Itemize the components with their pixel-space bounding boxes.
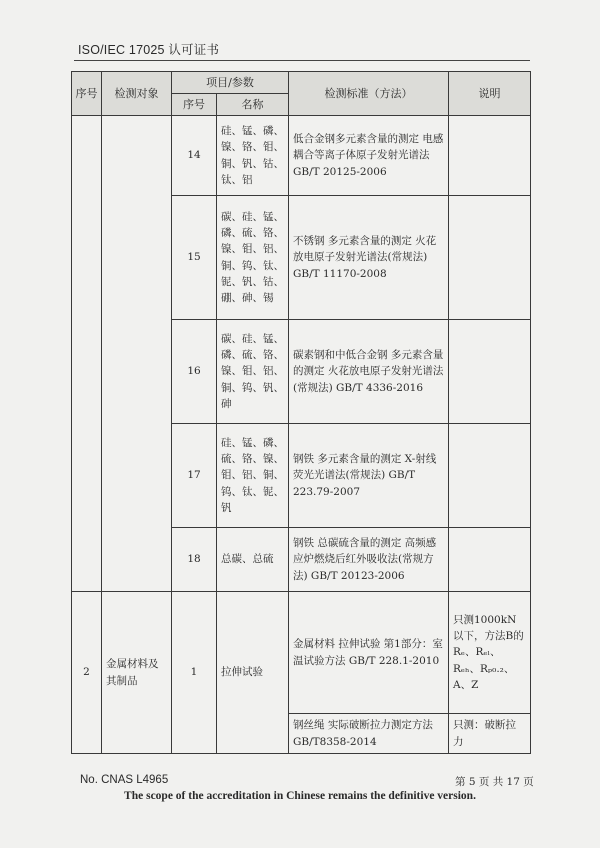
group-object: 金属材料及其制品 [102, 592, 172, 754]
item-name: 碳、硅、锰、磷、硫、铬、镍、钼、铝、铜、钨、钒、砷 [217, 320, 289, 424]
item-number: 18 [172, 528, 217, 592]
header-divider [74, 60, 530, 61]
col-header-item-seq: 序号 [172, 94, 217, 116]
col-header-item-name: 名称 [217, 94, 289, 116]
item-note [449, 116, 531, 196]
item-note: 只测：破断拉力 [449, 714, 531, 754]
item-name: 拉伸试验 [217, 592, 289, 754]
group-object-cell [102, 116, 172, 592]
page-number: 第 5 页 共 17 页 [455, 776, 534, 788]
item-standard: 碳素钢和中低合金钢 多元素含量的测定 火花放电原子发射光谱法(常规法) GB/T 4336-2016 [289, 320, 449, 424]
definitive-version-note: The scope of the accreditation in Chinese remains the definitive version. [124, 790, 476, 802]
item-note [449, 320, 531, 424]
item-standard: 钢铁 总碳硫含量的测定 高频感应炉燃烧后红外吸收法(常规方法) GB/T 20123-2006 [289, 528, 449, 592]
item-standard: 金属材料 拉伸试验 第1部分：室温试验方法 GB/T 228.1-2010 [289, 592, 449, 714]
item-note [449, 528, 531, 592]
col-header-seq: 序号 [72, 72, 102, 116]
table-row [72, 116, 531, 196]
item-standard: 钢铁 多元素含量的测定 X-射线荧光光谱法(常规法) GB/T 223.79-2007 [289, 424, 449, 528]
col-header-object: 检测对象 [102, 72, 172, 116]
scope-table [71, 71, 531, 754]
item-number: 1 [172, 592, 217, 754]
group-number: 2 [72, 592, 102, 754]
item-number: 14 [172, 116, 217, 196]
item-note [449, 424, 531, 528]
item-note [449, 196, 531, 320]
item-note: 只测1000kN以下，方法B的Rₑ、Rₑₗ、Rₑₕ、Rₚ₀.₂、A、Z [449, 592, 531, 714]
item-name: 碳、硅、锰、磷、硫、铬、镍、钼、铝、铜、钨、钛、铌、钒、钴、硼、砷、锡 [217, 196, 289, 320]
col-header-item-param: 项目/参数 [172, 72, 289, 94]
item-standard: 钢丝绳 实际破断拉力测定方法 GB/T8358-2014 [289, 714, 449, 754]
item-name: 总碳、总硫 [217, 528, 289, 592]
item-standard: 低合金钢多元素含量的测定 电感耦合等离子体原子发射光谱法 GB/T 20125-2006 [289, 116, 449, 196]
group-seq-cell [72, 116, 102, 592]
certificate-number: No. CNAS L4965 [80, 774, 169, 786]
col-header-note: 说明 [449, 72, 531, 116]
item-number: 15 [172, 196, 217, 320]
item-name: 硅、锰、磷、硫、铬、镍、钼、铝、铜、钨、钛、铌、钒 [217, 424, 289, 528]
item-number: 17 [172, 424, 217, 528]
item-number: 16 [172, 320, 217, 424]
item-standard: 不锈钢 多元素含量的测定 火花放电原子发射光谱法(常规法) GB/T 11170-2008 [289, 196, 449, 320]
certificate-header: ISO/IEC 17025 认可证书 [78, 43, 220, 57]
col-header-standard: 检测标准（方法） [289, 72, 449, 116]
table-row [72, 592, 531, 714]
item-name: 硅、锰、磷、镍、铬、钼、铜、钒、钴、钛、铝 [217, 116, 289, 196]
